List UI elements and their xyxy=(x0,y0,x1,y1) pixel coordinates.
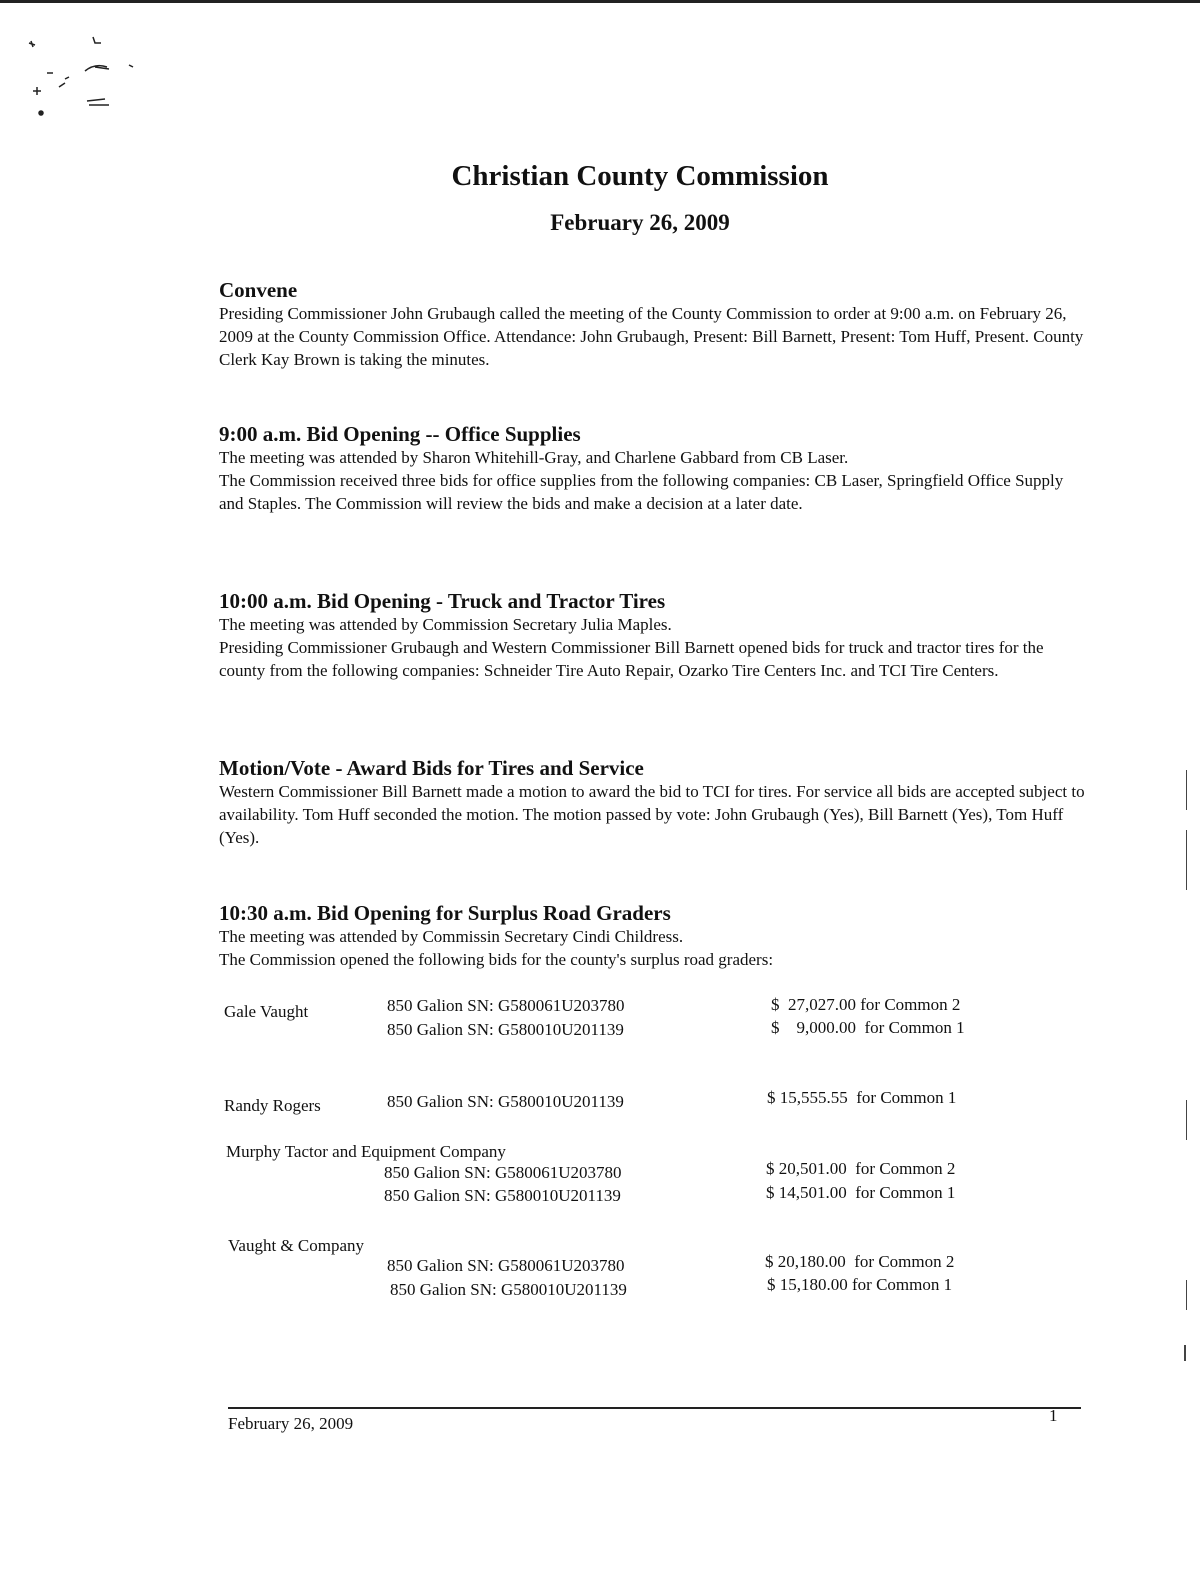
page-title: Christian County Commission xyxy=(451,160,829,192)
bid-amount: $ 15,180.00 for Common 1 xyxy=(767,1275,953,1294)
bid-amount: $ 15,555.55 for Common 1 xyxy=(767,1088,957,1107)
bid-amount: $ 20,180.00 for Common 2 xyxy=(765,1252,955,1271)
bid-item: 850 Galion SN: G580010U201139 xyxy=(387,1020,624,1039)
section-office-supplies-bid xyxy=(219,422,1089,515)
section-convene xyxy=(219,278,1089,371)
bid-amount: $ 9,000.00 for Common 1 xyxy=(771,1018,965,1037)
bid-bidder: Murphy Tactor and Equipment Company xyxy=(226,1142,506,1161)
footer-date: February 26, 2009 xyxy=(228,1414,354,1433)
meeting-date: February 26, 2009 xyxy=(550,210,730,235)
scan-margin-mark xyxy=(1186,1280,1187,1310)
bid-bidder: Vaught & Company xyxy=(228,1236,364,1255)
scan-margin-mark xyxy=(1186,1100,1187,1140)
bid-item: 850 Galion SN: G580010U201139 xyxy=(390,1280,627,1299)
bid-item: 850 Galion SN: G580061U203780 xyxy=(384,1163,622,1182)
section-paragraph: Western Commissioner Bill Barnett made a motion to award the bid to TCI for tires. For service all bids are accepted subject to availability. Tom Huff seconded the motion. The motion passed by vote: John Grubaugh (Yes), Bill Barnett (Yes), Tom Huff (Yes). xyxy=(219,782,1085,847)
bid-item: 850 Galion SN: G580010U201139 xyxy=(384,1186,621,1205)
scan-specks-icon xyxy=(25,35,145,125)
section-paragraph: Presiding Commissioner John Grubaugh called the meeting of the County Commission to order at 9:00 a.m. on February 26, 2009 at the County Commission Office. Attendance: John Grubaugh, Present: Bill Barnett, Present: Tom Huff, Present. County Clerk Kay Brown is taking the minutes. xyxy=(219,304,1084,369)
scan-margin-mark xyxy=(1186,770,1187,810)
section-heading: 10:00 a.m. Bid Opening - Truck and Tractor Tires xyxy=(219,589,666,613)
section-paragraph: The meeting was attended by Commission Secretary Julia Maples. xyxy=(219,615,672,634)
section-heading: 9:00 a.m. Bid Opening -- Office Supplies xyxy=(219,422,581,446)
section-heading: Motion/Vote - Award Bids for Tires and Service xyxy=(219,756,644,780)
bid-bidder: Randy Rogers xyxy=(224,1096,321,1115)
section-paragraph: The Commission received three bids for office supplies from the following companies: CB Laser, Springfield Office Supply and Staples. The Commission will review the bids and make a decision at a later date. xyxy=(219,471,1064,513)
section-heading: Convene xyxy=(219,278,298,302)
section-motion-vote xyxy=(219,756,1089,849)
bid-item: 850 Galion SN: G580061U203780 xyxy=(387,1256,625,1275)
footer-rule xyxy=(228,1407,1081,1409)
section-paragraph: Presiding Commissioner Grubaugh and Western Commissioner Bill Barnett opened bids for truck and tractor tires for the county from the following companies: Schneider Tire Auto Repair, Ozarko Tire Centers Inc. and TCI Tire Centers. xyxy=(219,638,1044,680)
bid-bidder: Gale Vaught xyxy=(224,1002,309,1021)
section-road-graders-bid xyxy=(219,901,1089,971)
bid-amount: $ 14,501.00 for Common 1 xyxy=(766,1183,956,1202)
bid-item: 850 Galion SN: G580061U203780 xyxy=(387,996,625,1015)
bid-amount: $ 27,027.00 for Common 2 xyxy=(771,995,961,1014)
bid-amount: $ 20,501.00 for Common 2 xyxy=(766,1159,956,1178)
section-heading: 10:30 a.m. Bid Opening for Surplus Road Graders xyxy=(219,901,671,925)
section-paragraph: The Commission opened the following bids for the county's surplus road graders: xyxy=(219,950,774,969)
bid-item: 850 Galion SN: G580010U201139 xyxy=(387,1092,624,1111)
scan-margin-mark xyxy=(1184,1345,1186,1361)
section-tires-bid xyxy=(219,589,1089,682)
section-paragraph: The meeting was attended by Sharon Whitehill-Gray, and Charlene Gabbard from CB Laser. xyxy=(219,448,849,467)
section-paragraph: The meeting was attended by Commissin Secretary Cindi Childress. xyxy=(219,927,684,946)
scan-top-edge xyxy=(0,0,1200,3)
scan-margin-mark xyxy=(1186,830,1187,890)
page-number: 1 xyxy=(1049,1406,1058,1425)
